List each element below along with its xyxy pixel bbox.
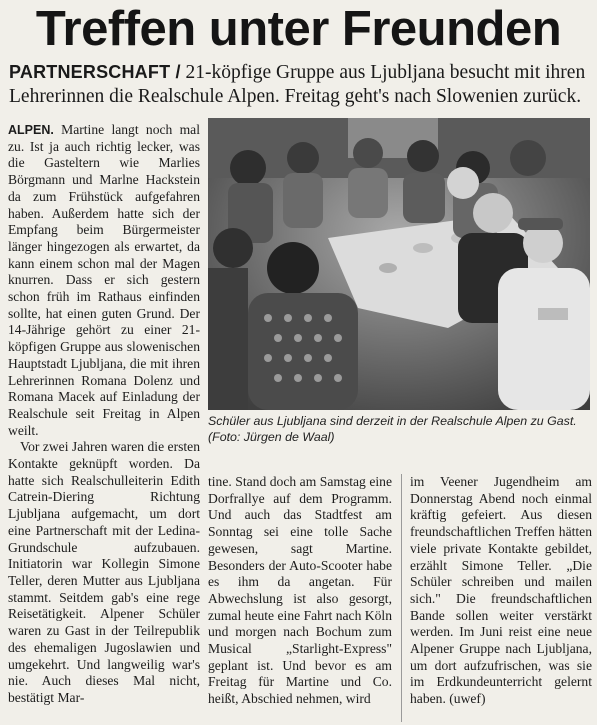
news-photo xyxy=(208,118,590,410)
dateline: ALPEN. xyxy=(8,123,54,137)
kicker: PARTNERSCHAFT / xyxy=(9,62,181,82)
article-headline: Treffen unter Freunden xyxy=(35,2,562,56)
paragraph-4: im Veener Jugendheim am Donnerstag Abend noch einmal kräftig gefeiert. Aus diesen freundschaftlichen Treffen hätten viele private Kontakte gebildet, erzählt Simone Teller. „Die Schüler schreiben und mailen sich." Die freundschaftlichen Bande sollen weiter verstärkt werden. Im Juni reist eine neue Alpener Gruppe nach Ljubljana, um dort aufzufrischen, was sie im Erdkundeunterricht gelernt haben. (uwef) xyxy=(410,474,592,707)
photo-students-at-table xyxy=(208,118,590,410)
paragraph-1 xyxy=(8,122,200,439)
article-subheadline xyxy=(9,60,589,109)
text-column-1 xyxy=(8,122,200,707)
subheadline-text: 21-köpfige Gruppe aus Ljubljana besucht mit ihren Lehrerinnen die Realschule Alpen. Freitag geht's nach Slowenien zurück. xyxy=(9,62,586,107)
paragraph-2: Vor zwei Jahren waren die ersten Kontakte geknüpft worden. Da hatte sich Realschulleiterin Edith Catrein-Diering Richtung Ljubljana aufgemacht, um dort eine Partnerschaft mit der Ledina-Grundschule aufzubauen. Initiatorin war Kollegin Simone Teller, deren Mutter aus Ljubljana stammt. Seitdem gab's eine rege Reisetätigkeit. Alpener Schüler waren zu Gast in der Teilrepublik des ehemaligen Jugoslawien und umgekehrt. Und langweilig war's nie. Auch dieses Mal nicht, bestätigt Mar- xyxy=(8,439,200,705)
column-divider xyxy=(401,474,402,722)
paragraph-3: tine. Stand doch am Samstag eine Dorfrallye auf dem Programm. Und auch das Stadtfest am Sonntag sei eine tolle Sache gewesen, sagt Martine. Besonders der Auto-Scooter habe es ihm da angetan. Für Abwechslung ist also gesorgt, zumal heute eine Fahrt nach Köln und morgen nach Bochum zum Musical „Starlight-Express" geplant ist. Und bevor es am Freitag für Martine und Co. heißt, Abschied nehmen, wird xyxy=(208,474,392,707)
photo-credit: (Foto: Jürgen de Waal) xyxy=(208,430,335,444)
text-column-3 xyxy=(410,474,592,708)
text-column-2 xyxy=(208,474,392,708)
caption-text: Schüler aus Ljubljana sind derzeit in der Realschule Alpen zu Gast. xyxy=(208,414,577,428)
photo-caption xyxy=(208,413,592,445)
paragraph-1-text: Martine langt noch mal zu. Ist ja auch richtig lecker, was die Gasteltern wie Marlies Börgmann und Marlne Hackstein da zum Frühstück aufgefahren haben. Außerdem hatte sich der Empfang beim Bürgermeister länger hingezogen als erwartet, da kann einem schon mal der Magen knurren. Dass er sich gestern schon früh im Rathaus einfinden sollte, hat einen guten Grund. Der 14-Jährige gehört zu einer 21-köpfigen Gruppe aus slowenischen Hauptstadt Ljubljana, die mit ihren Lehrerinnen Romana Dolenz und Romana Macek auf Einladung der Realschule seit Freitag in Alpen weilt. xyxy=(8,122,200,438)
